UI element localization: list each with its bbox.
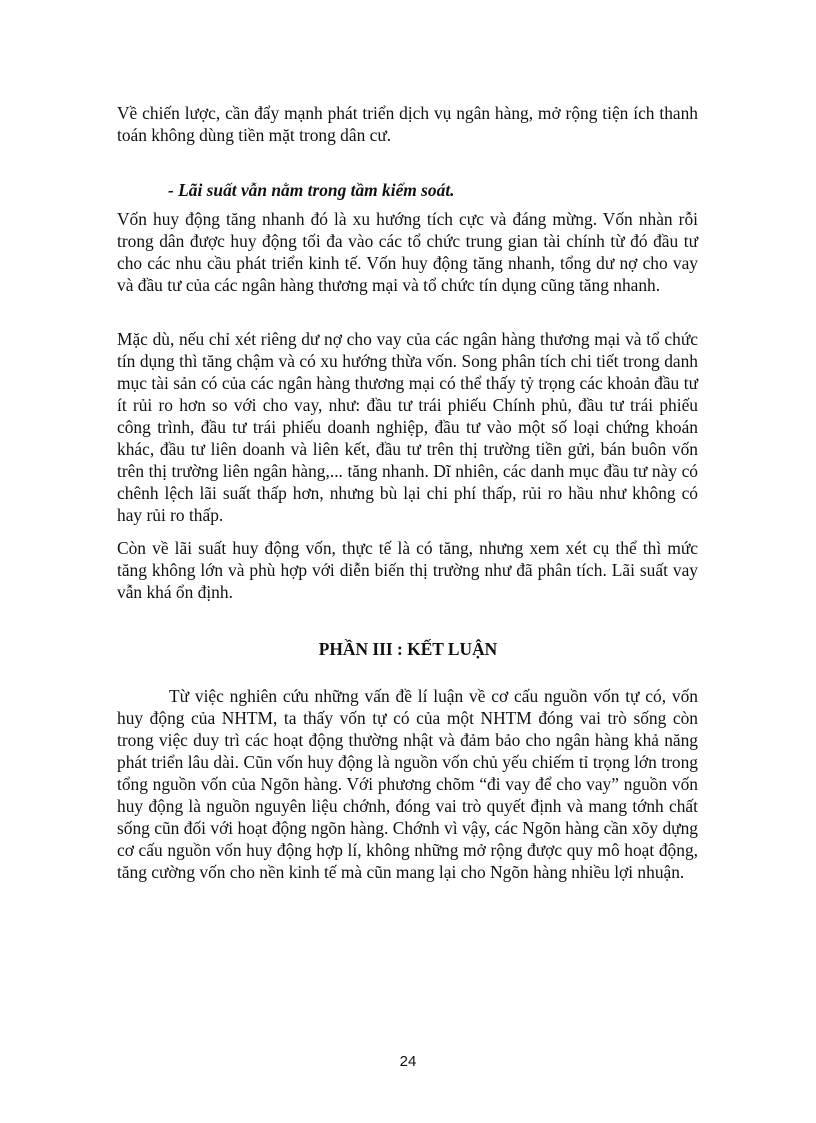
paragraph-interest-rates: Còn về lãi suất huy động vốn, thực tế là có tăng, nhưng xem xét cụ thể thì mức tăng không lớn và phù hợp với diễn biến thị trường như đã phân tích. Lãi suất vay vẫn khá ổn định. (117, 538, 698, 602)
section-heading-conclusion: PHẦN III : KẾT LUẬN (318, 639, 498, 659)
subheading-interest-control: - Lãi suất vẫn nằm trong tầm kiểm soát. (168, 180, 455, 200)
paragraph-conclusion: Từ việc nghiên cứu những vấn đề lí luận về cơ cấu nguồn vốn tự có, vốn huy động của NHTM, ta thấy vốn tự có của một NHTM đóng vai trò sống còn trong việc duy trì các hoạt động thường nhật và đảm bảo cho ngân hàng khả năng phát triển lâu dài. Cũn vốn huy động là nguồn vốn chủ yếu chiếm tỉ trọng lớn trong tổng nguồn vốn của Ngõn hàng. Với phương chõm “đi vay để cho vay” nguồn vốn huy động là nguồn nguyên liệu chớnh, đóng vai trò quyết định và mang tớnh chất sống cũn đối với hoạt động ngõn hàng. Chớnh vì vậy, các Ngõn hàng cần xõy dựng cơ cấu nguồn vốn huy động hợp lí, không những mở rộng được quy mô hoạt động, tăng cường vốn cho nền kinh tế mà cũn mang lại cho Ngõn hàng nhiều lợi nhuận. (117, 686, 698, 882)
paragraph-strategy: Về chiến lược, cần đẩy mạnh phát triển dịch vụ ngân hàng, mở rộng tiện ích thanh toán không dùng tiền mặt trong dân cư. (117, 103, 698, 145)
paragraph-lending-analysis: Mặc dù, nếu chỉ xét riêng dư nợ cho vay của các ngân hàng thương mại và tổ chức tín dụng thì tăng chậm và có xu hướng thừa vốn. Song phân tích chi tiết trong danh mục tài sản có của các ngân hàng thương mại có thể thấy tỷ trọng các khoản đầu tư ít rủi ro hơn so với cho vay, như: đầu tư trái phiếu Chính phủ, đầu tư trái phiếu công trình, đầu tư trái phiếu doanh nghiệp, đầu tư vào một số loại chứng khoán khác, đầu tư liên doanh và liên kết, đầu tư trên thị trường tiền gửi, bán buôn vốn trên thị trường liên ngân hàng,... tăng nhanh. Dĩ nhiên, các danh mục đầu tư này có chênh lệch lãi suất thấp hơn, nhưng bù lại chi phí thấp, rủi ro hầu như không có hay rủi ro thấp. (117, 329, 698, 525)
page-number: 24 (399, 1053, 417, 1070)
paragraph-capital-growth: Vốn huy động tăng nhanh đó là xu hướng tích cực và đáng mừng. Vốn nhàn rỗi trong dân được huy động tối đa vào các tổ chức trung gian tài chính từ đó đầu tư cho các nhu cầu phát triển kinh tế. Vốn huy động tăng nhanh, tổng dư nợ cho vay và đầu tư của các ngân hàng thương mại và tổ chức tín dụng cũng tăng nhanh. (117, 209, 698, 295)
